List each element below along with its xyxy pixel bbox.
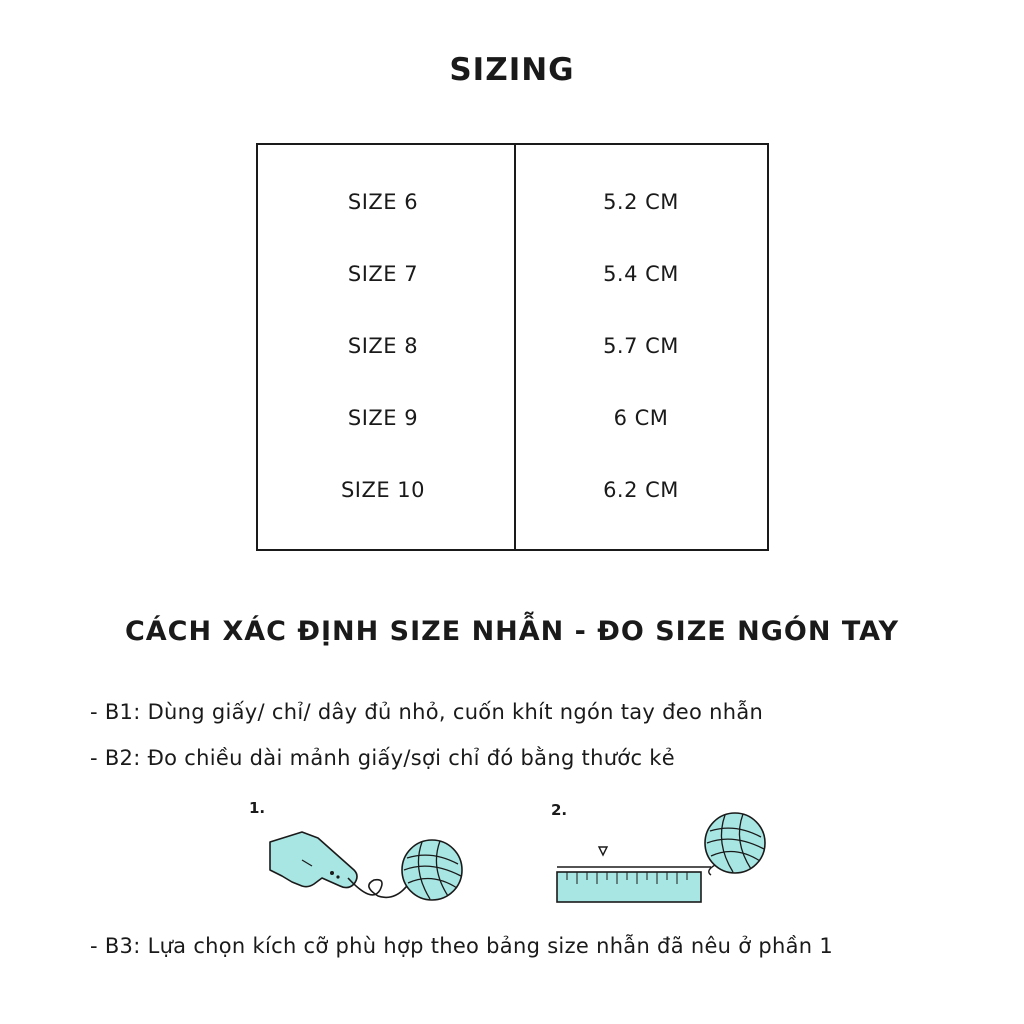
- table-cell-cm: 6.2 CM: [603, 478, 679, 502]
- illustration-2-label: 2.: [551, 801, 568, 819]
- page-title: SIZING: [449, 52, 575, 88]
- table-cell-cm: 5.4 CM: [603, 262, 679, 286]
- table-cell-size: SIZE 6: [347, 190, 419, 214]
- table-cell-cm: 5.2 CM: [603, 190, 679, 214]
- finger-wrap-icon: [262, 820, 472, 910]
- step-3: - B3: Lựa chọn kích cỡ phù hợp theo bảng size nhẫn đã nêu ở phần 1: [90, 934, 834, 958]
- instructions-heading: CÁCH XÁC ĐỊNH SIZE NHẪN - ĐO SIZE NGÓN TAY: [124, 616, 900, 647]
- table-cell-size: SIZE 9: [347, 406, 419, 430]
- illustration-1-label: 1.: [249, 799, 266, 817]
- step-1: - B1: Dùng giấy/ chỉ/ dây đủ nhỏ, cuốn khít ngón tay đeo nhẫn: [90, 700, 764, 724]
- step-2: - B2: Đo chiều dài mảnh giấy/sợi chỉ đó bằng thước kẻ: [90, 746, 675, 770]
- table-cell-size: SIZE 7: [347, 262, 419, 286]
- ruler-measure-icon: [555, 805, 775, 915]
- table-cell-size: SIZE 10: [340, 478, 426, 502]
- table-cell-size: SIZE 8: [347, 334, 419, 358]
- size-table: [256, 143, 769, 551]
- table-cell-cm: 6 CM: [613, 406, 669, 430]
- table-cell-cm: 5.7 CM: [603, 334, 679, 358]
